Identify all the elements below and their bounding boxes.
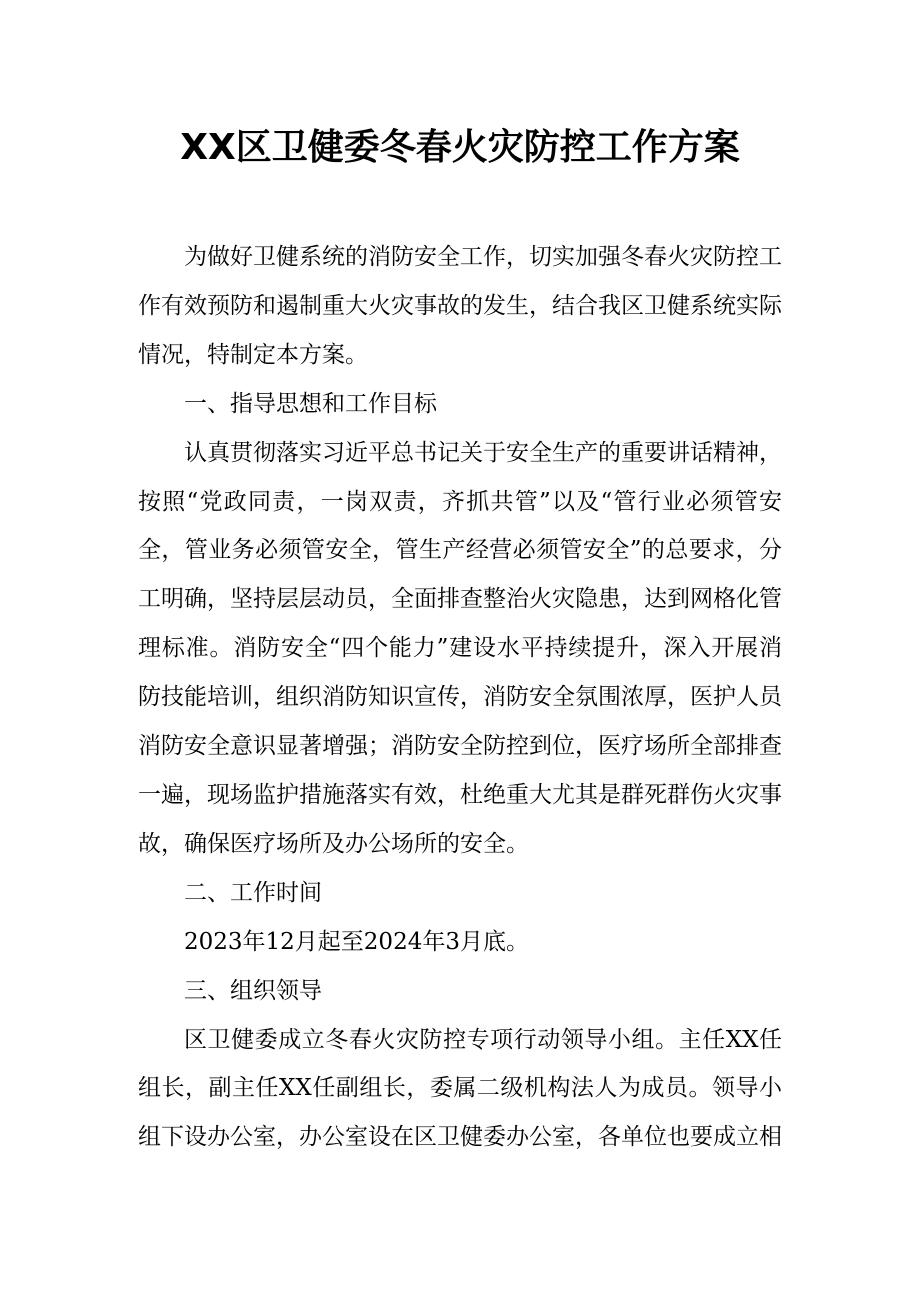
work-time-paragraph: 2023年12月起至2024年3月底。 — [184, 928, 529, 955]
guiding-principles-paragraph: 认真贯彻落实习近平总书记关于安全生产的重要讲话精神，按照“党政同责，一岗双责，齐抓共管”以及“管行业必须管安全，管业务必须管安全，管生产经营必须管安全”的总要求，分工明确，坚持层层动员，全面排查整治火灾隐患，达到网格化管理标准。消防安全“四个能力”建设水平持续提升，深入开展消防技能培训，组织消防知识宣传，消防安全氛围浓厚，医护人员消防安全意识显著增强；消防安全防控到位，医疗场所全部排查一遍，现场监护措施落实有效，杜绝重大尤其是群死群伤火灾事故，确保医疗场所及办公场所的安全。 — [138, 439, 782, 857]
section-heading-organization: 三、组织领导 — [184, 977, 322, 1004]
organization-paragraph: 区卫健委成立冬春火灾防控专项行动领导小组。主任XX任组长，副主任XX任副组长，委属二级机构法人为成员。领导小组下设办公室，办公室设在区卫健委办公室，各单位也要成立相 — [138, 1026, 782, 1151]
section-heading-guiding-principles: 一、指导思想和工作目标 — [184, 390, 437, 417]
section-heading-work-time: 二、工作时间 — [184, 879, 322, 906]
document-title: XX区卫健委冬春火灾防控工作方案 — [180, 127, 740, 168]
intro-paragraph: 为做好卫健系统的消防安全工作，切实加强冬春火灾防控工作有效预防和遏制重大火灾事故的发生，结合我区卫健系统实际情况，特制定本方案。 — [138, 244, 782, 368]
document-body — [138, 233, 782, 1162]
